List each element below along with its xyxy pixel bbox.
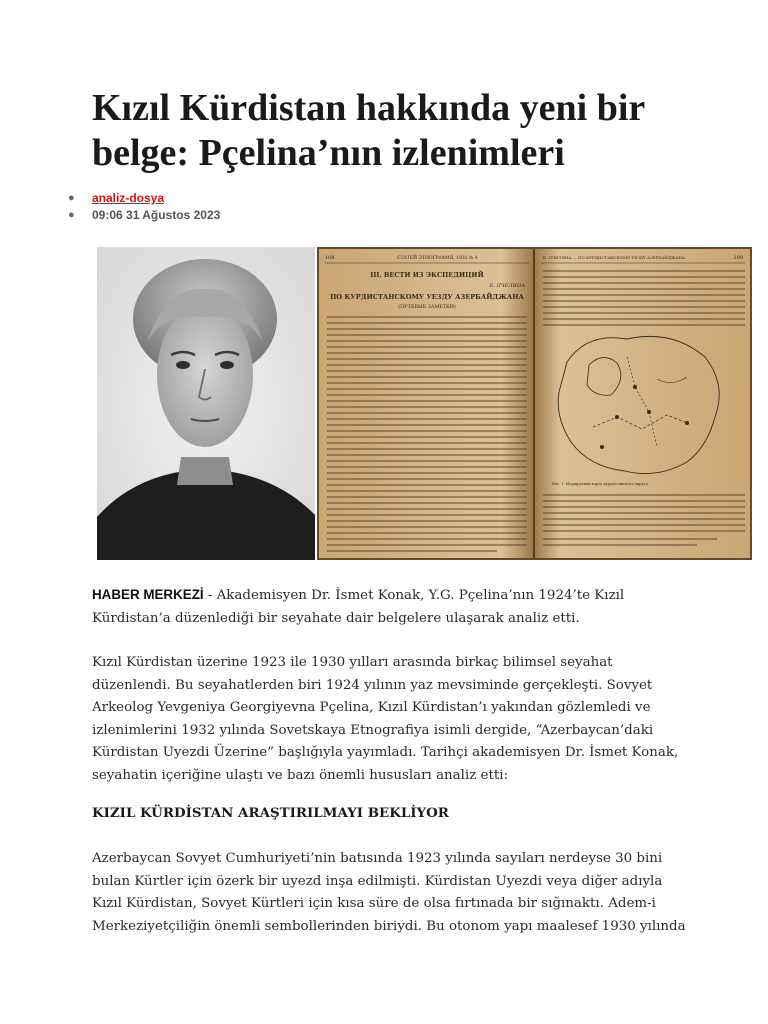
journal-article-subheading: (ПУТЕВЫЕ ЗАМЕТКИ) bbox=[398, 305, 456, 310]
journal-map-caption: Рис. 1. Маршрутная карта курдистанского округа. bbox=[552, 482, 649, 486]
hero-image bbox=[97, 247, 752, 560]
bullet-icon: ● bbox=[68, 192, 75, 204]
publish-date: 09:06 31 Ağustos 2023 bbox=[92, 208, 221, 222]
intro-paragraph bbox=[92, 584, 692, 630]
journal-page-number-left: 108 bbox=[325, 255, 335, 261]
news-agency-lead: HABER MERKEZİ bbox=[92, 587, 204, 602]
body-paragraph: Azerbaycan Sovyet Cumhuriyeti’nin batısında 1923 yılında sayıları nerdeyse 30 bini bulan Kürtler için özerk bir uyezd inşa edilmişti. Kürdistan Uyezdi veya diğer adıyla Kızıl Kürdistan, Sovyet Kürtleri için kısa süre de olsa fırtınada bir sığınaktı. Adem-i Merkeziyetçiliğin önemli sembollerinden biriydi. Bu otonom yapı maalesef 1930 yılında bbox=[92, 851, 686, 934]
journal-page-number-right: 109 bbox=[733, 255, 743, 261]
meta-date-item bbox=[68, 207, 220, 224]
journal-header-left: СТАТЕЙ ЭТНОГРАФИЯ, 1932 № 4 bbox=[397, 256, 478, 261]
portrait-photo bbox=[97, 247, 315, 560]
article-title: Kızıl Kürdistan hakkında yeni bir belge: Pçelina’nın izlenimleri bbox=[92, 87, 645, 174]
journal-section-heading: III. ВЕСТИ ИЗ ЭКСПЕДИЦИЙ bbox=[370, 271, 484, 279]
body-paragraph: Kızıl Kürdistan üzerine 1923 ile 1930 yılları arasında birkaç bilimsel seyahat düzenlendi. Bu seyahatlerden biri 1924 yılının yaz mevsiminde gerçekleşti. Sovyet Arkeolog Yevgeniya Georgiyevna Pçelina, Kızıl Kürdistan’ı yakından gözlemledi ve izlenimlerini 1932 yılında Sovetskaya Etnografiya isimli dergide, “Azerbaycan’daki Kürdistan Uyezdi Üzerine” başlığıyla yayımladı. Tarihçi akademisyen Dr. İsmet Konak, seyahatin içeriğine ulaştı ve bazı önemli hususları analiz etti: bbox=[92, 655, 679, 783]
journal-photo bbox=[317, 247, 752, 560]
intro-paragraph-text: - Akademisyen Dr. İsmet Konak, Y.G. Pçelina’nın 1924’te Kızıl Kürdistan’a düzenlediği bir seyahate dair belgelere ulaşarak analiz etti. bbox=[92, 588, 625, 626]
category-link[interactable]: analiz-dosya bbox=[92, 191, 165, 205]
journal-author-line: Е. ПЧЕЛИНА bbox=[489, 283, 525, 289]
meta-category-item bbox=[68, 190, 220, 207]
article-meta bbox=[68, 190, 220, 224]
journal-article-heading: ПО КУРДИСТАНСКОМУ УЕЗДУ АЗЕРБАЙДЖАНА bbox=[330, 293, 524, 301]
section-heading: KIZIL KÜRDİSTAN ARAŞTIRILMAYI BEKLİYOR bbox=[92, 805, 449, 821]
bullet-icon: ● bbox=[68, 209, 75, 221]
journal-header-right: К. ПЧЕЛИНА — ПО КУРДИСТАНСКОМУ УЕЗДУ АЗЕРБАЙДЖАНА bbox=[543, 255, 686, 260]
